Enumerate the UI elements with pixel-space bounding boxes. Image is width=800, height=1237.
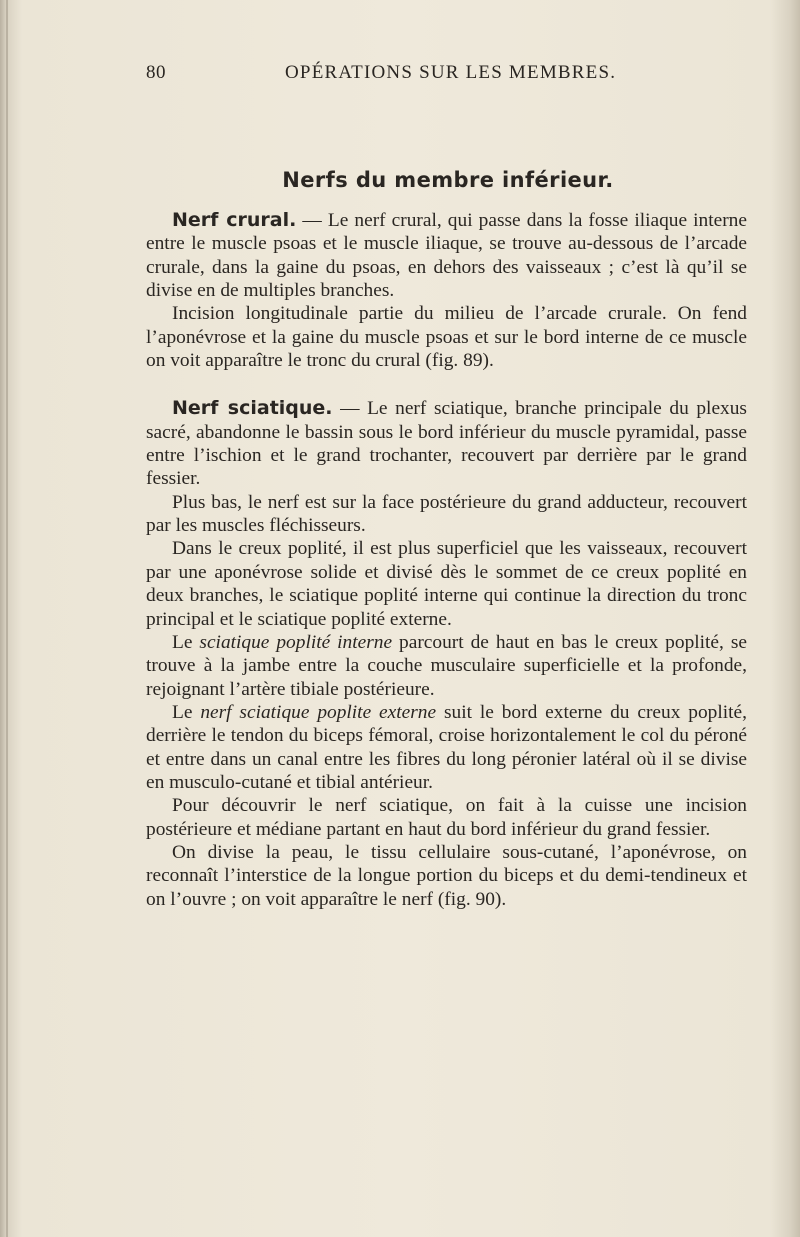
crural-paragraph-2: Incision longitudinale partie du milieu de l’arcade crurale. On fend l’aponévrose et la gaine du muscle psoas et sur le bord interne de ce muscle on voit apparaître le tronc du crural (fig. 89). bbox=[146, 303, 747, 372]
sciatique-paragraph-2: Plus bas, le nerf est sur la face postérieure du grand adducteur, recouvert par les muscles fléchisseurs. bbox=[146, 491, 747, 537]
page-number: 80 bbox=[146, 62, 166, 83]
p4-prefix: Le bbox=[172, 631, 200, 653]
p5-emphasis: nerf sciatique poplite externe bbox=[200, 701, 437, 723]
sciatique-paragraph-4 bbox=[146, 631, 747, 701]
page-header bbox=[146, 62, 750, 88]
section-gap bbox=[146, 372, 747, 397]
body-text bbox=[146, 209, 747, 911]
sciatique-paragraph-6: Pour découvrir le nerf sciatique, on fait à la cuisse une incision postérieure et médiane partant en haut du bord inférieur du grand fessier. bbox=[146, 795, 747, 840]
section-title: Nerfs du membre inférieur. bbox=[282, 168, 614, 192]
sciatique-paragraph-1 bbox=[146, 397, 747, 490]
sciatique-heading: Nerf sciatique. bbox=[172, 397, 333, 420]
sciatique-paragraph-7: On divise la peau, le tissu cellulaire sous-cutané, l’aponévrose, on reconnaît l’interstice de la longue portion du biceps et du demi-tendineux et on l’ouvre ; on voit apparaître le nerf (fig. 90). bbox=[146, 841, 747, 910]
crural-paragraph-1-text: — Le nerf crural, qui passe dans la fosse iliaque interne entre le muscle psoas et le muscle iliaque, se trouve au-dessous de l’arcade crurale, dans la gaine du psoas, en dehors des vaisseaux ; c’est là qu’il se divise en de multiples branches. bbox=[146, 210, 747, 302]
page-gutter bbox=[6, 0, 8, 1237]
crural-heading: Nerf crural. bbox=[172, 209, 297, 231]
p4-suffix: parcourt de haut en bas le creux poplité, se trouve à la jambe entre la couche musculaire superficielle et la profonde, rejoignant l’artère tibiale postérieure. bbox=[146, 631, 747, 700]
crural-paragraph-1 bbox=[146, 209, 747, 302]
sciatique-paragraph-3: Dans le creux poplité, il est plus superficiel que les vaisseaux, recouvert par une aponévrose solide et divisé dès le sommet de ce creux poplité en deux branches, le sciatique poplité interne qui continue la direction du tronc principal et le sciatique poplité externe. bbox=[146, 538, 747, 630]
sciatique-paragraph-1-text: — Le nerf sciatique, branche principale du plexus sacré, abandonne le bassin sous le bord inférieur du muscle pyramidal, passe entre l’ischion et le grand trochanter, recouvert par derrière par le grand fessier. bbox=[146, 398, 747, 490]
sciatique-paragraph-5 bbox=[146, 701, 747, 794]
p5-prefix: Le bbox=[172, 701, 201, 723]
p4-emphasis: sciatique poplité interne bbox=[199, 631, 393, 653]
running-head: OPÉRATIONS SUR LES MEMBRES. bbox=[285, 62, 617, 83]
p5-suffix: suit le bord externe du creux poplité, derrière le tendon du biceps fémoral, croise horizontalement le col du péroné et entre dans un canal entre les fibres du long péronier latéral où il se divise en musculo-cutané et tibial antérieur. bbox=[146, 701, 747, 793]
